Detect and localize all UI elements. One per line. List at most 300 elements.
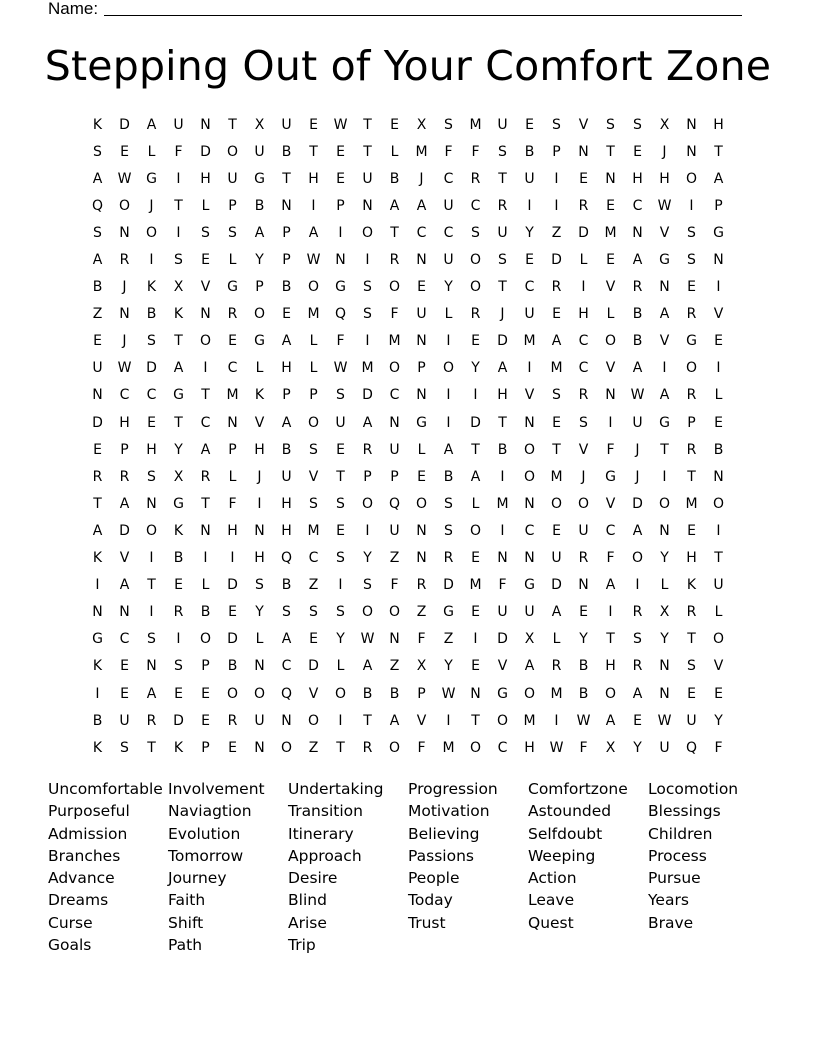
grid-letter[interactable]: A: [281, 333, 292, 350]
grid-letter[interactable]: P: [228, 441, 237, 458]
grid-letter[interactable]: U: [497, 604, 508, 621]
grid-letter[interactable]: Z: [551, 224, 562, 241]
grid-letter[interactable]: B: [281, 143, 292, 160]
grid-letter[interactable]: M: [307, 306, 320, 323]
grid-letter[interactable]: N: [497, 550, 508, 567]
grid-letter[interactable]: L: [201, 197, 210, 214]
grid-letter[interactable]: N: [146, 495, 157, 512]
grid-letter[interactable]: V: [200, 279, 211, 296]
grid-letter[interactable]: N: [92, 387, 103, 404]
grid-letter[interactable]: O: [712, 495, 725, 512]
grid-letter[interactable]: I: [446, 387, 451, 404]
grid-letter[interactable]: S: [282, 604, 291, 621]
grid-letter[interactable]: A: [119, 577, 130, 594]
grid-letter[interactable]: Q: [91, 197, 104, 214]
grid-letter[interactable]: B: [578, 658, 589, 675]
grid-letter[interactable]: T: [498, 414, 507, 431]
grid-letter[interactable]: N: [524, 550, 535, 567]
grid-letter[interactable]: K: [146, 279, 157, 296]
grid-letter[interactable]: V: [524, 387, 535, 404]
grid-letter[interactable]: S: [579, 414, 588, 431]
grid-letter[interactable]: R: [686, 306, 697, 323]
grid-letter[interactable]: W: [306, 252, 321, 269]
grid-letter[interactable]: Z: [416, 604, 427, 621]
grid-letter[interactable]: C: [605, 522, 616, 539]
grid-letter[interactable]: X: [173, 468, 184, 485]
grid-letter[interactable]: I: [554, 170, 559, 187]
grid-letter[interactable]: O: [145, 224, 158, 241]
grid-letter[interactable]: U: [281, 116, 292, 133]
grid-letter[interactable]: G: [659, 252, 670, 269]
grid-letter[interactable]: L: [228, 252, 237, 269]
grid-letter[interactable]: A: [146, 116, 157, 133]
grid-letter[interactable]: M: [496, 495, 509, 512]
grid-letter[interactable]: C: [578, 333, 589, 350]
grid-letter[interactable]: T: [309, 143, 318, 160]
grid-letter[interactable]: T: [606, 631, 615, 648]
grid-letter[interactable]: S: [687, 224, 696, 241]
grid-letter[interactable]: M: [550, 360, 563, 377]
grid-letter[interactable]: J: [635, 441, 640, 458]
grid-letter[interactable]: F: [228, 495, 237, 512]
grid-letter[interactable]: T: [687, 631, 696, 648]
grid-letter[interactable]: A: [659, 306, 670, 323]
grid-letter[interactable]: F: [336, 333, 345, 350]
grid-letter[interactable]: I: [203, 550, 208, 567]
grid-letter[interactable]: C: [227, 360, 238, 377]
grid-letter[interactable]: E: [201, 685, 210, 702]
grid-letter[interactable]: A: [389, 197, 400, 214]
grid-letter[interactable]: N: [659, 522, 670, 539]
grid-letter[interactable]: O: [496, 712, 509, 729]
grid-letter[interactable]: L: [417, 441, 426, 458]
grid-letter[interactable]: A: [281, 631, 292, 648]
grid-letter[interactable]: H: [119, 414, 130, 431]
grid-letter[interactable]: F: [498, 577, 507, 594]
grid-letter[interactable]: V: [713, 306, 724, 323]
grid-letter[interactable]: D: [173, 712, 184, 729]
grid-letter[interactable]: E: [525, 116, 534, 133]
grid-letter[interactable]: E: [93, 333, 102, 350]
grid-letter[interactable]: L: [579, 252, 588, 269]
grid-letter[interactable]: A: [632, 252, 643, 269]
grid-letter[interactable]: E: [309, 116, 318, 133]
grid-letter[interactable]: L: [336, 658, 345, 675]
grid-letter[interactable]: G: [227, 279, 238, 296]
grid-letter[interactable]: J: [257, 468, 262, 485]
grid-letter[interactable]: I: [527, 360, 532, 377]
grid-letter[interactable]: J: [500, 306, 505, 323]
grid-letter[interactable]: Z: [389, 658, 400, 675]
grid-letter[interactable]: B: [632, 306, 643, 323]
grid-letter[interactable]: E: [471, 333, 480, 350]
grid-letter[interactable]: S: [471, 224, 480, 241]
grid-letter[interactable]: S: [309, 441, 318, 458]
grid-letter[interactable]: O: [253, 306, 266, 323]
grid-letter[interactable]: B: [362, 685, 373, 702]
grid-letter[interactable]: W: [117, 170, 132, 187]
grid-letter[interactable]: R: [389, 252, 400, 269]
grid-letter[interactable]: S: [336, 495, 345, 512]
grid-letter[interactable]: I: [446, 414, 451, 431]
grid-letter[interactable]: Y: [660, 631, 669, 648]
grid-letter[interactable]: D: [92, 414, 103, 431]
grid-letter[interactable]: R: [227, 306, 238, 323]
grid-letter[interactable]: S: [363, 306, 372, 323]
grid-letter[interactable]: O: [685, 170, 698, 187]
grid-letter[interactable]: E: [714, 414, 723, 431]
grid-letter[interactable]: O: [550, 495, 563, 512]
grid-letter[interactable]: N: [119, 604, 130, 621]
grid-letter[interactable]: Y: [471, 360, 480, 377]
grid-letter[interactable]: N: [524, 495, 535, 512]
grid-letter[interactable]: V: [254, 414, 265, 431]
grid-letter[interactable]: O: [712, 631, 725, 648]
grid-letter[interactable]: N: [389, 414, 400, 431]
grid-letter[interactable]: D: [551, 252, 562, 269]
grid-letter[interactable]: N: [335, 252, 346, 269]
grid-letter[interactable]: O: [388, 279, 401, 296]
grid-letter[interactable]: L: [444, 306, 453, 323]
grid-letter[interactable]: S: [147, 468, 156, 485]
grid-letter[interactable]: F: [417, 631, 426, 648]
grid-letter[interactable]: I: [365, 522, 370, 539]
grid-letter[interactable]: P: [552, 143, 561, 160]
grid-letter[interactable]: E: [201, 252, 210, 269]
grid-letter[interactable]: T: [174, 197, 183, 214]
grid-letter[interactable]: R: [119, 252, 130, 269]
grid-letter[interactable]: N: [119, 306, 130, 323]
grid-letter[interactable]: O: [604, 685, 617, 702]
grid-letter[interactable]: I: [635, 577, 640, 594]
grid-letter[interactable]: Z: [308, 577, 319, 594]
grid-letter[interactable]: N: [200, 522, 211, 539]
grid-letter[interactable]: B: [578, 685, 589, 702]
grid-letter[interactable]: O: [469, 739, 482, 756]
grid-letter[interactable]: B: [389, 685, 400, 702]
grid-letter[interactable]: I: [149, 604, 154, 621]
grid-letter[interactable]: C: [416, 224, 427, 241]
grid-letter[interactable]: U: [281, 468, 292, 485]
grid-letter[interactable]: R: [686, 604, 697, 621]
grid-letter[interactable]: A: [443, 441, 454, 458]
grid-letter[interactable]: S: [552, 116, 561, 133]
grid-letter[interactable]: C: [470, 197, 481, 214]
grid-letter[interactable]: U: [119, 712, 130, 729]
grid-letter[interactable]: A: [173, 360, 184, 377]
grid-letter[interactable]: I: [581, 279, 586, 296]
grid-letter[interactable]: E: [147, 414, 156, 431]
grid-letter[interactable]: P: [417, 360, 426, 377]
grid-letter[interactable]: Y: [714, 712, 723, 729]
grid-letter[interactable]: X: [416, 658, 427, 675]
grid-letter[interactable]: Y: [660, 550, 669, 567]
grid-letter[interactable]: S: [336, 550, 345, 567]
grid-letter[interactable]: T: [228, 116, 237, 133]
grid-letter[interactable]: U: [443, 252, 454, 269]
grid-letter[interactable]: H: [281, 495, 292, 512]
grid-letter[interactable]: I: [257, 495, 262, 512]
grid-letter[interactable]: T: [363, 143, 372, 160]
grid-letter[interactable]: R: [632, 279, 643, 296]
grid-letter[interactable]: I: [446, 712, 451, 729]
grid-letter[interactable]: Q: [388, 495, 401, 512]
grid-letter[interactable]: E: [687, 685, 696, 702]
grid-letter[interactable]: T: [174, 414, 183, 431]
grid-letter[interactable]: B: [524, 143, 535, 160]
grid-letter[interactable]: W: [333, 116, 348, 133]
grid-letter[interactable]: Y: [363, 550, 372, 567]
grid-letter[interactable]: A: [605, 577, 616, 594]
grid-letter[interactable]: A: [119, 495, 130, 512]
grid-letter[interactable]: A: [416, 197, 427, 214]
grid-letter[interactable]: E: [552, 522, 561, 539]
grid-letter[interactable]: O: [388, 739, 401, 756]
grid-letter[interactable]: P: [228, 197, 237, 214]
grid-letter[interactable]: F: [417, 739, 426, 756]
grid-letter[interactable]: A: [92, 170, 103, 187]
grid-letter[interactable]: A: [632, 522, 643, 539]
grid-letter[interactable]: V: [308, 685, 319, 702]
grid-letter[interactable]: D: [227, 577, 238, 594]
grid-letter[interactable]: S: [444, 495, 453, 512]
grid-letter[interactable]: J: [149, 197, 154, 214]
grid-letter[interactable]: A: [551, 604, 562, 621]
grid-letter[interactable]: S: [201, 224, 210, 241]
grid-letter[interactable]: L: [255, 631, 264, 648]
grid-letter[interactable]: I: [716, 522, 721, 539]
grid-letter[interactable]: E: [228, 739, 237, 756]
grid-letter[interactable]: M: [685, 495, 698, 512]
grid-letter[interactable]: U: [362, 170, 373, 187]
grid-letter[interactable]: F: [471, 143, 480, 160]
grid-letter[interactable]: T: [660, 441, 669, 458]
grid-letter[interactable]: Q: [280, 550, 293, 567]
grid-letter[interactable]: K: [92, 658, 103, 675]
grid-letter[interactable]: R: [470, 306, 481, 323]
grid-letter[interactable]: M: [307, 522, 320, 539]
grid-letter[interactable]: E: [336, 143, 345, 160]
grid-letter[interactable]: I: [365, 252, 370, 269]
grid-letter[interactable]: I: [95, 577, 100, 594]
grid-letter[interactable]: Y: [525, 224, 534, 241]
grid-letter[interactable]: F: [606, 550, 615, 567]
grid-letter[interactable]: P: [309, 387, 318, 404]
grid-letter[interactable]: I: [716, 279, 721, 296]
grid-letter[interactable]: U: [524, 306, 535, 323]
grid-letter[interactable]: E: [120, 685, 129, 702]
grid-letter[interactable]: O: [469, 252, 482, 269]
grid-letter[interactable]: I: [608, 604, 613, 621]
grid-letter[interactable]: W: [360, 631, 375, 648]
grid-letter[interactable]: W: [441, 685, 456, 702]
grid-letter[interactable]: I: [176, 170, 181, 187]
grid-letter[interactable]: O: [604, 333, 617, 350]
grid-letter[interactable]: M: [361, 360, 374, 377]
grid-letter[interactable]: N: [200, 306, 211, 323]
grid-letter[interactable]: A: [713, 170, 724, 187]
grid-letter[interactable]: T: [471, 441, 480, 458]
grid-letter[interactable]: K: [173, 306, 184, 323]
grid-letter[interactable]: S: [309, 495, 318, 512]
grid-letter[interactable]: F: [714, 739, 723, 756]
grid-letter[interactable]: K: [173, 522, 184, 539]
grid-letter[interactable]: U: [497, 224, 508, 241]
grid-letter[interactable]: L: [552, 631, 561, 648]
grid-letter[interactable]: D: [497, 631, 508, 648]
grid-letter[interactable]: U: [173, 116, 184, 133]
grid-letter[interactable]: R: [551, 658, 562, 675]
grid-letter[interactable]: O: [361, 224, 374, 241]
grid-letter[interactable]: F: [390, 306, 399, 323]
grid-letter[interactable]: I: [554, 197, 559, 214]
grid-letter[interactable]: S: [444, 522, 453, 539]
grid-letter[interactable]: R: [632, 604, 643, 621]
grid-letter[interactable]: T: [147, 577, 156, 594]
grid-letter[interactable]: G: [713, 224, 724, 241]
grid-letter[interactable]: I: [230, 550, 235, 567]
grid-letter[interactable]: T: [147, 739, 156, 756]
grid-letter[interactable]: N: [578, 577, 589, 594]
grid-letter[interactable]: V: [119, 550, 130, 567]
grid-letter[interactable]: C: [578, 360, 589, 377]
grid-letter[interactable]: E: [552, 414, 561, 431]
grid-letter[interactable]: S: [147, 333, 156, 350]
grid-letter[interactable]: H: [254, 550, 265, 567]
grid-letter[interactable]: O: [442, 360, 455, 377]
grid-letter[interactable]: E: [309, 631, 318, 648]
grid-letter[interactable]: L: [201, 577, 210, 594]
grid-letter[interactable]: E: [687, 279, 696, 296]
grid-letter[interactable]: C: [119, 387, 130, 404]
grid-letter[interactable]: N: [119, 224, 130, 241]
grid-letter[interactable]: N: [578, 143, 589, 160]
grid-letter[interactable]: N: [389, 631, 400, 648]
grid-letter[interactable]: C: [308, 550, 319, 567]
grid-letter[interactable]: S: [93, 143, 102, 160]
grid-letter[interactable]: C: [389, 387, 400, 404]
grid-letter[interactable]: T: [390, 224, 399, 241]
grid-letter[interactable]: B: [713, 441, 724, 458]
grid-letter[interactable]: S: [336, 604, 345, 621]
grid-letter[interactable]: Y: [579, 631, 588, 648]
grid-letter[interactable]: Z: [92, 306, 103, 323]
grid-letter[interactable]: Y: [633, 739, 642, 756]
grid-letter[interactable]: G: [173, 495, 184, 512]
grid-letter[interactable]: U: [686, 712, 697, 729]
grid-letter[interactable]: D: [578, 224, 589, 241]
grid-letter[interactable]: N: [416, 387, 427, 404]
grid-letter[interactable]: B: [92, 712, 103, 729]
grid-letter[interactable]: A: [551, 333, 562, 350]
grid-letter[interactable]: Z: [443, 631, 454, 648]
grid-letter[interactable]: R: [92, 468, 103, 485]
grid-letter[interactable]: U: [335, 414, 346, 431]
grid-letter[interactable]: P: [336, 197, 345, 214]
grid-letter[interactable]: M: [469, 577, 482, 594]
grid-letter[interactable]: W: [117, 360, 132, 377]
grid-letter[interactable]: A: [200, 441, 211, 458]
grid-letter[interactable]: A: [362, 658, 373, 675]
grid-letter[interactable]: G: [335, 279, 346, 296]
grid-letter[interactable]: E: [336, 441, 345, 458]
name-field[interactable]: [48, 0, 742, 20]
grid-letter[interactable]: G: [524, 577, 535, 594]
grid-letter[interactable]: S: [498, 143, 507, 160]
grid-letter[interactable]: N: [281, 197, 292, 214]
grid-letter[interactable]: N: [227, 414, 238, 431]
grid-letter[interactable]: E: [606, 197, 615, 214]
grid-letter[interactable]: D: [119, 116, 130, 133]
grid-letter[interactable]: R: [686, 387, 697, 404]
grid-letter[interactable]: D: [119, 522, 130, 539]
grid-letter[interactable]: M: [469, 116, 482, 133]
grid-letter[interactable]: Q: [685, 739, 698, 756]
grid-letter[interactable]: L: [309, 360, 318, 377]
grid-letter[interactable]: O: [415, 495, 428, 512]
grid-letter[interactable]: D: [470, 414, 481, 431]
grid-letter[interactable]: I: [554, 712, 559, 729]
grid-letter[interactable]: Z: [389, 550, 400, 567]
grid-letter[interactable]: N: [254, 739, 265, 756]
grid-letter[interactable]: G: [686, 333, 697, 350]
grid-letter[interactable]: R: [686, 441, 697, 458]
grid-letter[interactable]: P: [201, 658, 210, 675]
grid-letter[interactable]: A: [146, 685, 157, 702]
grid-letter[interactable]: M: [442, 739, 455, 756]
name-underline[interactable]: [104, 15, 742, 16]
grid-letter[interactable]: E: [336, 522, 345, 539]
grid-letter[interactable]: B: [200, 604, 211, 621]
grid-letter[interactable]: P: [714, 197, 723, 214]
grid-letter[interactable]: T: [552, 441, 561, 458]
grid-letter[interactable]: Y: [255, 252, 264, 269]
grid-letter[interactable]: P: [282, 252, 291, 269]
grid-letter[interactable]: N: [659, 685, 670, 702]
grid-letter[interactable]: S: [552, 387, 561, 404]
grid-letter[interactable]: A: [308, 224, 319, 241]
grid-letter[interactable]: X: [605, 739, 616, 756]
grid-letter[interactable]: E: [390, 116, 399, 133]
grid-letter[interactable]: V: [578, 441, 589, 458]
grid-letter[interactable]: L: [606, 306, 615, 323]
grid-letter[interactable]: H: [686, 550, 697, 567]
grid-letter[interactable]: R: [578, 197, 589, 214]
grid-letter[interactable]: C: [524, 279, 535, 296]
grid-letter[interactable]: T: [714, 143, 723, 160]
grid-letter[interactable]: I: [176, 224, 181, 241]
grid-letter[interactable]: G: [92, 631, 103, 648]
grid-letter[interactable]: E: [174, 685, 183, 702]
grid-letter[interactable]: H: [254, 441, 265, 458]
grid-letter[interactable]: S: [633, 116, 642, 133]
grid-letter[interactable]: S: [363, 577, 372, 594]
grid-letter[interactable]: F: [579, 739, 588, 756]
grid-letter[interactable]: O: [523, 468, 536, 485]
grid-letter[interactable]: O: [199, 333, 212, 350]
grid-letter[interactable]: O: [280, 739, 293, 756]
grid-letter[interactable]: A: [254, 224, 265, 241]
grid-letter[interactable]: J: [122, 333, 127, 350]
grid-letter[interactable]: U: [632, 414, 643, 431]
grid-letter[interactable]: K: [92, 739, 103, 756]
grid-letter[interactable]: B: [227, 658, 238, 675]
grid-letter[interactable]: U: [524, 170, 535, 187]
grid-letter[interactable]: H: [146, 441, 157, 458]
grid-letter[interactable]: M: [226, 387, 239, 404]
grid-letter[interactable]: P: [120, 441, 129, 458]
grid-letter[interactable]: O: [307, 279, 320, 296]
